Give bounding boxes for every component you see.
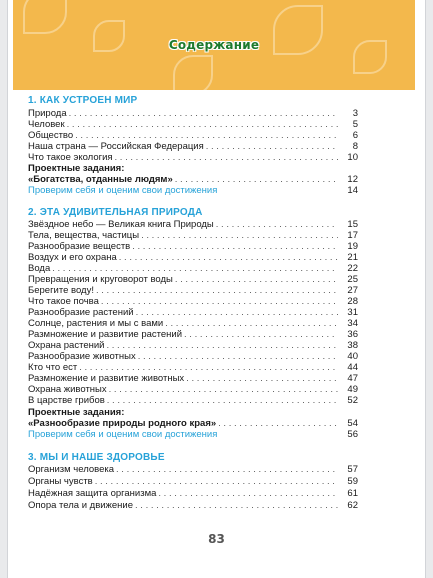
- toc-row[interactable]: [28, 340, 358, 351]
- toc-label: Надёжная защита организма: [28, 488, 157, 499]
- projects-heading: Проектные задания:: [28, 407, 125, 418]
- toc-page: 47: [347, 373, 358, 384]
- toc-label: Опора тела и движение: [28, 500, 134, 511]
- toc-row[interactable]: [28, 130, 358, 141]
- toc-label: Общество: [28, 130, 74, 141]
- toc-page: 19: [347, 241, 358, 252]
- toc-label: Наша страна — Российская Федерация: [28, 141, 204, 152]
- toc-row[interactable]: [28, 296, 358, 307]
- toc-page: 25: [347, 274, 358, 285]
- toc-row[interactable]: [28, 351, 358, 362]
- toc-row[interactable]: [28, 263, 358, 274]
- toc-label: Охрана животных: [28, 384, 107, 395]
- dot-leader: [116, 464, 338, 475]
- dot-leader: [216, 219, 338, 230]
- leaf-decoration: [173, 55, 213, 90]
- toc-label: «Разнообразие природы родного края»: [28, 418, 217, 429]
- toc-page: 14: [347, 185, 358, 196]
- toc-page: 5: [352, 119, 358, 130]
- toc-page: 31: [347, 307, 358, 318]
- toc-label: Берегите воду!: [28, 285, 94, 296]
- toc-page: 38: [347, 340, 358, 351]
- dot-leader: [69, 108, 338, 119]
- projects-heading: Проектные задания:: [28, 163, 125, 174]
- toc-label: Солнце, растения и мы с вами: [28, 318, 164, 329]
- toc-page: 36: [347, 329, 358, 340]
- toc-label: «Богатства, отданные людям»: [28, 174, 173, 185]
- toc-page: 15: [347, 219, 358, 230]
- toc-page: 34: [347, 318, 358, 329]
- toc-page: 56: [347, 429, 358, 440]
- toc-row-project[interactable]: [28, 418, 358, 429]
- toc-row[interactable]: [28, 307, 358, 318]
- toc-page: 10: [347, 152, 358, 163]
- toc-label: Организм человека: [28, 464, 115, 475]
- dot-leader: [52, 263, 338, 274]
- section-heading: 2. ЭТА УДИВИТЕЛЬНАЯ ПРИРОДА: [28, 207, 203, 218]
- section-heading: 3. МЫ И НАШЕ ЗДОРОВЬЕ: [28, 452, 165, 463]
- toc-page: 8: [352, 141, 358, 152]
- toc-page: 52: [347, 395, 358, 406]
- dot-leader: [79, 362, 338, 373]
- toc-row[interactable]: [28, 285, 358, 296]
- toc-label: Звёздное небо — Великая книга Природы: [28, 219, 214, 230]
- toc-page: 28: [347, 296, 358, 307]
- toc-label: Вода: [28, 263, 51, 274]
- dot-leader: [67, 119, 338, 130]
- toc-row-review[interactable]: [28, 185, 358, 196]
- toc-label: Природа: [28, 108, 67, 119]
- toc-label: Тела, вещества, частицы: [28, 230, 140, 241]
- toc-page: 57: [347, 464, 358, 475]
- toc-label: Органы чувств: [28, 476, 93, 487]
- toc-row[interactable]: [28, 500, 358, 511]
- toc-row[interactable]: [28, 395, 358, 406]
- toc-label: Размножение и развитие животных: [28, 373, 185, 384]
- toc-page: 27: [347, 285, 358, 296]
- toc-label: В царстве грибов: [28, 395, 105, 406]
- page-title: Содержание: [168, 38, 260, 52]
- dot-leader: [132, 241, 338, 252]
- toc-page: 40: [347, 351, 358, 362]
- dot-leader: [158, 488, 338, 499]
- dot-leader: [141, 230, 338, 241]
- dot-leader: [75, 130, 338, 141]
- toc-label: Разнообразие животных: [28, 351, 136, 362]
- toc-row-project[interactable]: [28, 174, 358, 185]
- toc-row[interactable]: [28, 488, 358, 499]
- toc-page: 3: [352, 108, 358, 119]
- toc-row-review[interactable]: [28, 429, 358, 440]
- dot-leader: [115, 152, 338, 163]
- toc-label: Разнообразие веществ: [28, 241, 131, 252]
- toc-row[interactable]: [28, 476, 358, 487]
- toc-row[interactable]: [28, 152, 358, 163]
- dot-leader: [175, 274, 338, 285]
- dot-leader: [135, 500, 338, 511]
- toc-label: Человек: [28, 119, 65, 130]
- dot-leader: [206, 141, 338, 152]
- dot-leader: [184, 329, 338, 340]
- toc-page: 61: [347, 488, 358, 499]
- dot-leader: [165, 318, 338, 329]
- dot-leader: [101, 296, 338, 307]
- toc-row[interactable]: [28, 141, 358, 152]
- toc-page: 44: [347, 362, 358, 373]
- toc-page: 17: [347, 230, 358, 241]
- toc-row[interactable]: [28, 318, 358, 329]
- dot-leader: [138, 351, 338, 362]
- header-banner: [13, 0, 415, 90]
- toc-row[interactable]: [28, 252, 358, 263]
- toc-page: 12: [347, 174, 358, 185]
- toc-label: Что такое почва: [28, 296, 99, 307]
- toc-row[interactable]: [28, 274, 358, 285]
- dot-leader: [186, 373, 338, 384]
- toc-row[interactable]: [28, 464, 358, 475]
- section-heading: 1. КАК УСТРОЕН МИР: [28, 95, 138, 106]
- toc-page: 62: [347, 500, 358, 511]
- dot-leader: [107, 395, 338, 406]
- toc-row[interactable]: [28, 329, 358, 340]
- toc-label: Кто что ест: [28, 362, 78, 373]
- toc-row[interactable]: [28, 373, 358, 384]
- page-number: 83: [208, 532, 225, 546]
- toc-page: 54: [347, 418, 358, 429]
- toc-row[interactable]: [28, 384, 358, 395]
- toc-page: 59: [347, 476, 358, 487]
- toc-label: Проверим себя и оценим свои достижения: [28, 185, 218, 196]
- dot-leader: [175, 174, 338, 185]
- toc-page: 22: [347, 263, 358, 274]
- toc-label: Что такое экология: [28, 152, 113, 163]
- toc-page: 6: [352, 130, 358, 141]
- leaf-decoration: [23, 0, 67, 34]
- toc-page: 21: [347, 252, 358, 263]
- toc-label: Проверим себя и оценим свои достижения: [28, 429, 218, 440]
- dot-leader: [95, 476, 338, 487]
- dot-leader: [218, 418, 338, 429]
- toc-row[interactable]: [28, 362, 358, 373]
- toc-label: Размножение и развитие растений: [28, 329, 183, 340]
- toc-row[interactable]: [28, 230, 358, 241]
- dot-leader: [109, 384, 338, 395]
- toc-label: Охрана растений: [28, 340, 105, 351]
- toc-row[interactable]: [28, 219, 358, 230]
- dot-leader: [106, 340, 338, 351]
- toc-row[interactable]: [28, 119, 358, 130]
- dot-leader: [96, 285, 338, 296]
- toc-label: Разнообразие растений: [28, 307, 134, 318]
- toc-page: 49: [347, 384, 358, 395]
- toc-row[interactable]: [28, 108, 358, 119]
- toc-label: Превращения и круговорот воды: [28, 274, 173, 285]
- dot-leader: [119, 252, 338, 263]
- dot-leader: [136, 307, 338, 318]
- toc-row[interactable]: [28, 241, 358, 252]
- toc-label: Воздух и его охрана: [28, 252, 117, 263]
